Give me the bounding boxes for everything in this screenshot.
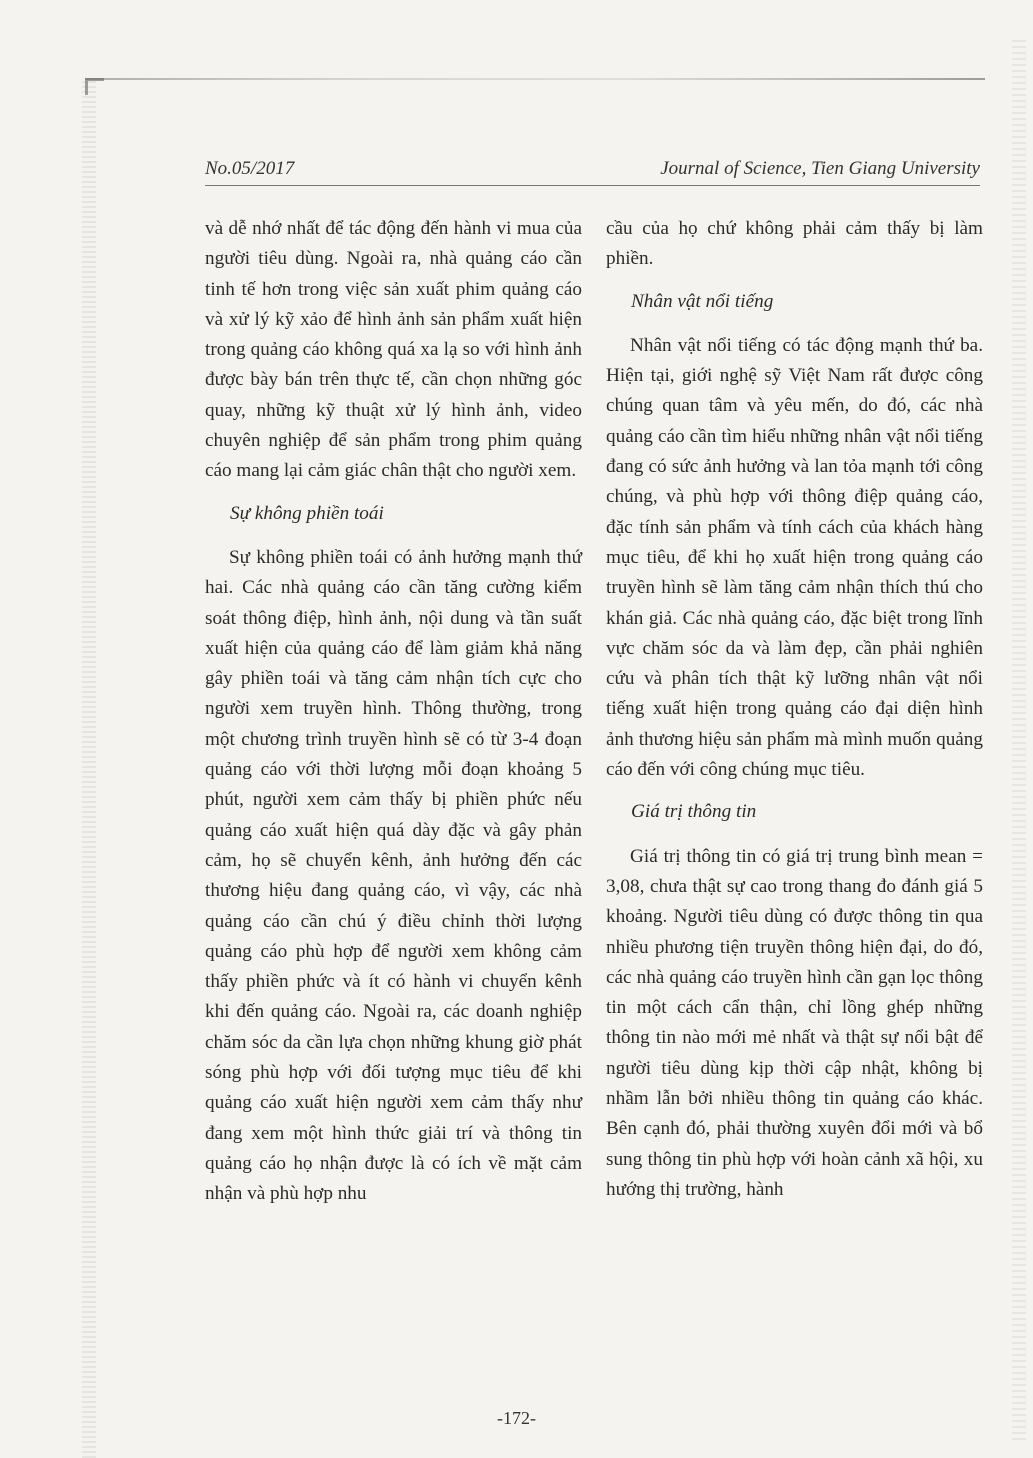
scan-edge-top xyxy=(85,78,985,80)
paragraph: và dễ nhớ nhất để tác động đến hành vi mua của người tiêu dùng. Ngoài ra, nhà quảng cáo cần tinh tế hơn trong việc sản xuất phim quảng cáo và xử lý kỹ xảo để hình ảnh sản phẩm xuất hiện trong quảng cáo không quá xa lạ so với hình ảnh được bày bán trên thực tế, cần chọn những góc quay, những kỹ thuật xử lý hình ảnh, video chuyên nghiệp để sản phẩm trong phim quảng cáo mang lại cảm giác chân thật cho người xem. xyxy=(205,218,582,482)
right-column xyxy=(606,214,983,1205)
section-heading-celebrity: Nhân vật nổi tiếng xyxy=(631,290,774,312)
scan-shadow-right xyxy=(1012,40,1026,1440)
journal-title: Journal of Science, Tien Giang University xyxy=(660,158,980,179)
section-heading-information-value: Giá trị thông tin xyxy=(631,801,757,823)
section-heading-non-annoyance: Sự không phiền toái xyxy=(230,502,384,524)
scan-shadow-left xyxy=(82,80,96,1458)
paragraph: Giá trị thông tin có giá trị trung bình mean = 3,08, chưa thật sự cao trong thang đo đánh giá 5 khoảng. Người tiêu dùng có được thông tin qua nhiều phương tiện truyền thông hiện đại, do đó, các nhà quảng cáo truyền hình cần gạn lọc thông tin một cách cẩn thận, chỉ lồng ghép những thông tin nào mới mẻ nhất và thật sự nổi bật để người tiêu dùng kịp thời cập nhật, không bị nhầm lẫn bởi nhiều thông tin quảng cáo khác. Bên cạnh đó, phải thường xuyên đổi mới và bổ sung thông tin phù hợp với hoàn cảnh xã hội, xu hướng thị trường, hành xyxy=(606,845,983,1200)
scan-corner-mark xyxy=(85,78,104,95)
header-rule xyxy=(205,185,980,186)
page-number: -172- xyxy=(497,1408,536,1428)
paragraph: cầu của họ chứ không phải cảm thấy bị làm phiền. xyxy=(606,218,983,270)
issue-number: No.05/2017 xyxy=(205,158,295,179)
running-header xyxy=(205,158,980,184)
paragraph: Nhân vật nổi tiếng có tác động mạnh thứ ba. Hiện tại, giới nghệ sỹ Việt Nam rất được công chúng quan tâm và yêu mến, do đó, các nhà quảng cáo cần tìm hiểu những nhân vật nổi tiếng đang có sức ảnh hưởng và lan tỏa mạnh tới công chúng, và phù hợp với thông điệp quảng cáo, đặc tính sản phẩm và tính cách của khách hàng mục tiêu, để khi họ xuất hiện trong quảng cáo truyền hình sẽ làm tăng cảm nhận thích thú cho khán giả. Các nhà quảng cáo, đặc biệt trong lĩnh vực chăm sóc da và làm đẹp, cần phải nghiên cứu và phân tích thật kỹ lưỡng nhân vật nổi tiếng xuất hiện trong quảng cáo đại diện hình ảnh thương hiệu sản phẩm mà mình muốn quảng cáo đến với công chúng mục tiêu. xyxy=(606,334,983,781)
paragraph: Sự không phiền toái có ảnh hưởng mạnh thứ hai. Các nhà quảng cáo cần tăng cường kiểm soát thông điệp, hình ảnh, nội dung và tần suất xuất hiện của quảng cáo để làm giảm khả năng gây phiền toái và tăng cảm nhận tích cực cho người xem truyền hình. Thông thường, trong một chương trình truyền hình sẽ có từ 3-4 đoạn quảng cáo với thời lượng mỗi đoạn khoảng 5 phút, người xem cảm thấy bị phiền phức nếu quảng cáo xuất hiện quá dày đặc và gây phản cảm, họ sẽ chuyển kênh, ảnh hưởng đến các thương hiệu đang quảng cáo, vì vậy, các nhà quảng cáo cần chú ý điều chỉnh thời lượng quảng cáo phù hợp để người xem không cảm thấy phiền phức và ít có hành vi chuyển kênh khi đến quảng cáo. Ngoài ra, các doanh nghiệp chăm sóc da cần lựa chọn những khung giờ phát sóng phù hợp với đối tượng mục tiêu để khi quảng cáo xuất hiện người xem cảm thấy như đang xem một hình thức giải trí và thông tin quảng cáo họ nhận được là có ích về mặt cảm nhận và phù hợp nhu xyxy=(205,546,582,1205)
left-column xyxy=(205,214,582,1210)
